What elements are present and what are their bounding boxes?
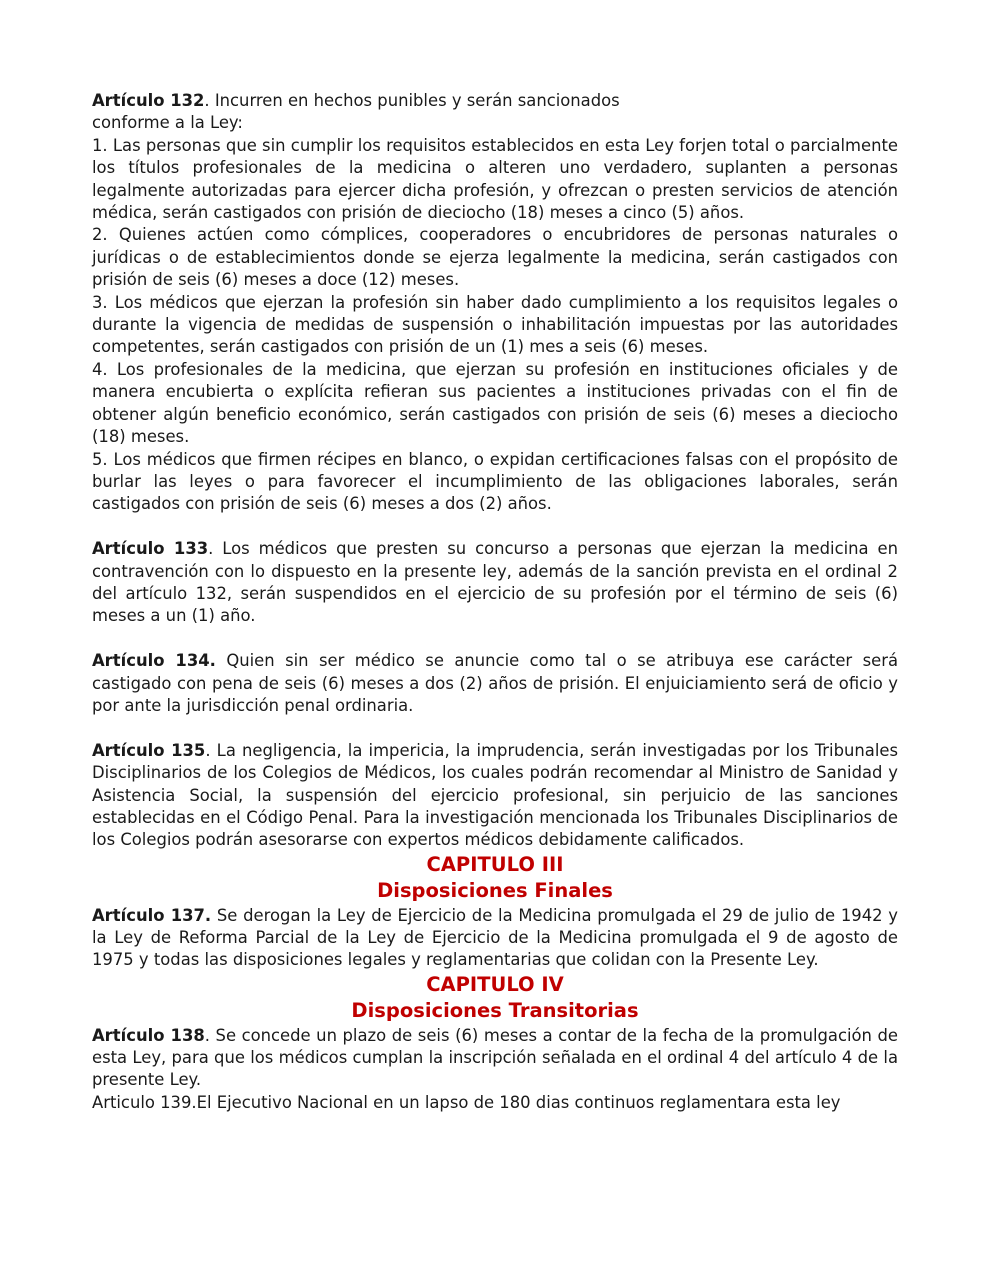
article-133-label: Artículo 133 <box>92 539 209 559</box>
article-132-intro-text: . Incurren en hechos punibles y serán sancionados <box>204 91 620 110</box>
article-132-item-2: 2. Quienes actúen como cómplices, cooperadores o encubridores de personas naturales o jurídicas o de establecimientos donde se ejerza legalmente la medicina, serán castigados con prisión de seis (6) meses a doce (12) meses. <box>92 225 898 290</box>
article-135-text: . La negligencia, la impericia, la imprudencia, serán investigadas por los Tribunales Disciplinarios de los Colegios de Médicos, los cuales podrán recomendar al Ministro de Sanidad y Asistencia Social, la suspensión del ejercicio profesional, sin perjuicio de las sanciones establecidas en el Código Penal. Para la investigación mencionada los Tribunales Disciplinarios de los Colegios podrán asesorarse con expertos médicos debidamente calificados. <box>92 740 899 850</box>
chapter-3-title: CAPITULO III <box>426 852 564 876</box>
article-132-item-3: 3. Los médicos que ejerzan la profesión sin haber dado cumplimiento a los requisitos legales o durante la vigencia de medidas de suspensión o inhabilitación impuestas por las autoridades competentes, serán castigados con prisión de un (1) mes a seis (6) meses. <box>92 292 898 357</box>
article-138-label: Artículo 138 <box>92 1025 205 1045</box>
article-134 <box>92 650 898 717</box>
article-132-intro <box>92 90 898 112</box>
article-132-intro-cont: conforme a la Ley: <box>92 113 243 133</box>
article-137-label: Artículo 137. <box>92 905 212 925</box>
paragraph-gap <box>92 516 898 538</box>
article-132-item-4: 4. Los profesionales de la medicina, que ejerzan su profesión en instituciones oficiales y de manera encubierta o explícita refieran sus pacientes a instituciones privadas con el fin de obtener algún beneficio económico, serán castigados con prisión de seis (6) meses a dieciocho (18) meses. <box>92 359 898 447</box>
paragraph-gap <box>92 717 898 739</box>
article-135-label: Artículo 135 <box>92 740 206 760</box>
chapter-3-subtitle: Disposiciones Finales <box>377 879 613 903</box>
paragraph-gap <box>92 628 898 650</box>
article-132-label: Artículo 132 <box>92 91 205 110</box>
article-132-item-1: 1. Las personas que sin cumplir los requisitos establecidos en esta Ley forjen total o parcialmente los títulos profesionales de la medicina o alteren uno verdadero, suplanten a personas legalmente autorizadas para ejercer dicha profesión, y ofrezcan o presten servicios de atención médica, serán castigados con prisión de dieciocho (18) meses a cinco (5) años. <box>92 135 898 223</box>
article-138 <box>92 1025 898 1092</box>
article-135 <box>92 740 898 852</box>
article-137-text: Se derogan la Ley de Ejercicio de la Medicina promulgada el 29 de julio de 1942 y la Ley de Reforma Parcial de la Ley de Ejercicio de la Medicina promulgada el 9 de agosto de 1975 y todas las disposiciones legales y reglamentarias que colidan con la Presente Ley. <box>92 905 898 970</box>
article-137 <box>92 905 898 972</box>
article-134-text: Quien sin ser médico se anuncie como tal o se atribuya ese carácter será castigado con pena de seis (6) meses a dos (2) años de prisión. El enjuiciamiento será de oficio y por ante la jurisdicción penal ordinaria. <box>92 651 898 715</box>
article-133-text: . Los médicos que presten su concurso a personas que ejerzan la medicina en contravención con lo dispuesto en la presente ley, además de la sanción prevista en el ordinal 2 del artículo 132, serán suspendidos en el ejercicio de su profesión por el término de seis (6) meses a un (1) año. <box>92 539 899 626</box>
article-133 <box>92 538 898 628</box>
chapter-4-title: CAPITULO IV <box>426 972 564 996</box>
article-132-item-5: 5. Los médicos que firmen récipes en blanco, o expidan certificaciones falsas con el propósito de burlar las leyes o para favorecer el incumplimiento de las obligaciones laborales, serán castigados con prisión de seis (6) meses a dos (2) años. <box>92 449 898 514</box>
article-134-label: Artículo 134. <box>92 651 216 671</box>
chapter-4-subtitle: Disposiciones Transitorias <box>351 999 639 1023</box>
document-page <box>92 90 898 1114</box>
article-138-text: . Se concede un plazo de seis (6) meses a contar de la fecha de la promulgación de esta Ley, para que los médicos cumplan la inscripción señalada en el ordinal 4 del artículo 4 de la presente Ley. <box>92 1025 898 1090</box>
article-139: Articulo 139.El Ejecutivo Nacional en un lapso de 180 dias continuos reglamentara esta ley <box>92 1092 841 1112</box>
